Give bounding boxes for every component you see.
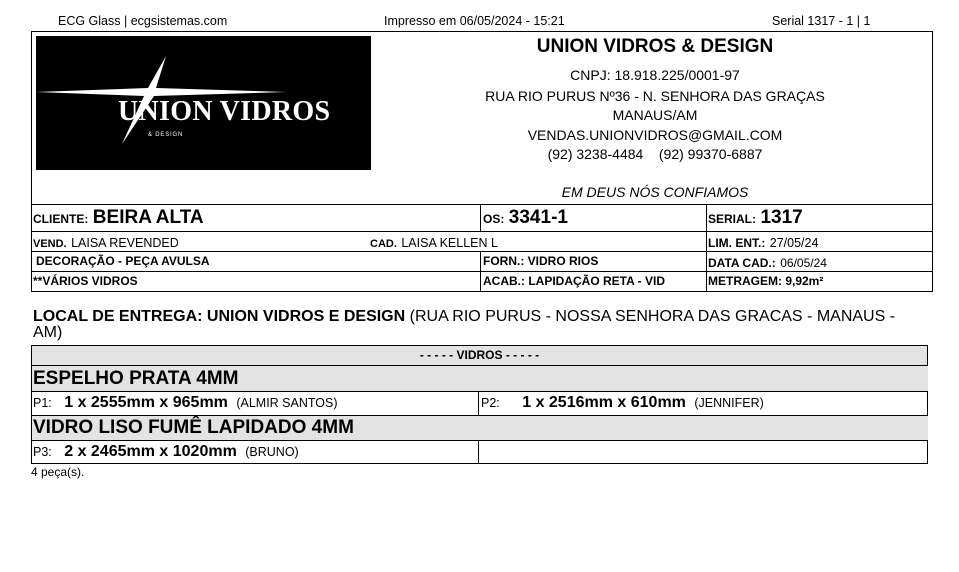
company-phones: (92) 3238-4484 (92) 99370-6887 bbox=[547, 146, 763, 162]
supplier-label: FORN.: VIDRO RIOS bbox=[483, 254, 599, 268]
piece-count: 4 peça(s). bbox=[31, 465, 85, 479]
printed-date: Impresso em 06/05/2024 - 15:21 bbox=[384, 14, 565, 28]
various-glass-label: **VÁRIOS VIDROS bbox=[33, 274, 138, 288]
piece-worker: (BRUNO) bbox=[245, 445, 299, 459]
piece-dimensions: 1 x 2555mm x 965mm bbox=[64, 394, 228, 411]
piece-label: P1: bbox=[33, 396, 52, 410]
logo-subtext: & DESIGN bbox=[148, 132, 184, 138]
os-label: OS: bbox=[483, 212, 505, 226]
company-address: RUA RIO PURUS Nº36 - N. SENHORA DAS GRAÇAS bbox=[485, 88, 825, 104]
system-label: ECG Glass | ecgsistemas.com bbox=[58, 14, 228, 28]
vend-value: LAISA REVENDED bbox=[71, 236, 179, 250]
piece-label: P3: bbox=[33, 445, 52, 459]
piece-row bbox=[481, 393, 764, 413]
data-cad-label: DATA CAD.: bbox=[708, 256, 776, 270]
cad-label: CAD. bbox=[370, 238, 397, 250]
company-logo bbox=[36, 36, 371, 170]
logo-text: UNION VIDROS bbox=[118, 96, 331, 127]
piece-row bbox=[33, 393, 338, 413]
piece-worker: (JENNIFER) bbox=[694, 396, 764, 410]
data-cad-value: 06/05/24 bbox=[780, 256, 827, 270]
cad-field bbox=[370, 234, 498, 252]
glass-section-title: VIDRO LISO FUMÊ LAPIDADO 4MM bbox=[32, 416, 928, 440]
os-field bbox=[483, 207, 568, 229]
company-motto: EM DEUS NÓS CONFIAMOS bbox=[561, 184, 749, 200]
metragem-label: METRAGEM: 9,92m² bbox=[708, 274, 824, 288]
company-city: MANAUS/AM bbox=[612, 107, 698, 123]
delivery-address-cont: AM) bbox=[33, 324, 63, 341]
lim-ent-value: 27/05/24 bbox=[769, 236, 819, 250]
serial-value: 1317 bbox=[760, 207, 803, 228]
glass-table-header: - - - - - VIDROS - - - - - bbox=[32, 346, 927, 365]
company-name: UNION VIDROS & DESIGN bbox=[536, 36, 774, 57]
piece-dimensions: 2 x 2465mm x 1020mm bbox=[64, 443, 237, 460]
lim-ent-field bbox=[708, 234, 818, 252]
company-email: VENDAS.UNIONVIDROS@GMAIL.COM bbox=[527, 127, 783, 143]
delivery-label: LOCAL DE ENTREGA: UNION VIDROS E DESIGN bbox=[33, 308, 406, 325]
piece-label: P2: bbox=[481, 396, 500, 410]
cad-value: LAISA KELLEN L bbox=[401, 236, 498, 250]
client-field bbox=[33, 207, 204, 229]
finish-label: ACAB.: LAPIDAÇÃO RETA - VID bbox=[483, 274, 665, 288]
vend-field bbox=[33, 234, 179, 252]
lim-ent-label: LIM. ENT.: bbox=[708, 236, 766, 250]
client-value: BEIRA ALTA bbox=[92, 207, 204, 228]
client-label: CLIENTE: bbox=[33, 212, 89, 226]
delivery-address: (RUA RIO PURUS - NOSSA SENHORA DAS GRACAS - MANAUS - bbox=[405, 308, 896, 325]
glass-section-title: ESPELHO PRATA 4MM bbox=[32, 366, 928, 391]
delivery-location bbox=[33, 309, 923, 341]
serial-label: SERIAL: bbox=[708, 212, 756, 226]
vend-label: VEND. bbox=[33, 238, 67, 250]
decoration-label: DECORAÇÃO - PEÇA AVULSA bbox=[36, 254, 210, 268]
piece-worker: (ALMIR SANTOS) bbox=[236, 396, 338, 410]
os-value: 3341-1 bbox=[508, 207, 568, 228]
piece-row bbox=[33, 442, 299, 462]
serial-field bbox=[708, 207, 803, 229]
data-cad-field bbox=[708, 254, 827, 272]
piece-dimensions: 1 x 2516mm x 610mm bbox=[522, 394, 686, 411]
company-cnpj: CNPJ: 18.918.225/0001-97 bbox=[570, 67, 740, 83]
serial-page: Serial 1317 - 1 | 1 bbox=[772, 14, 871, 28]
